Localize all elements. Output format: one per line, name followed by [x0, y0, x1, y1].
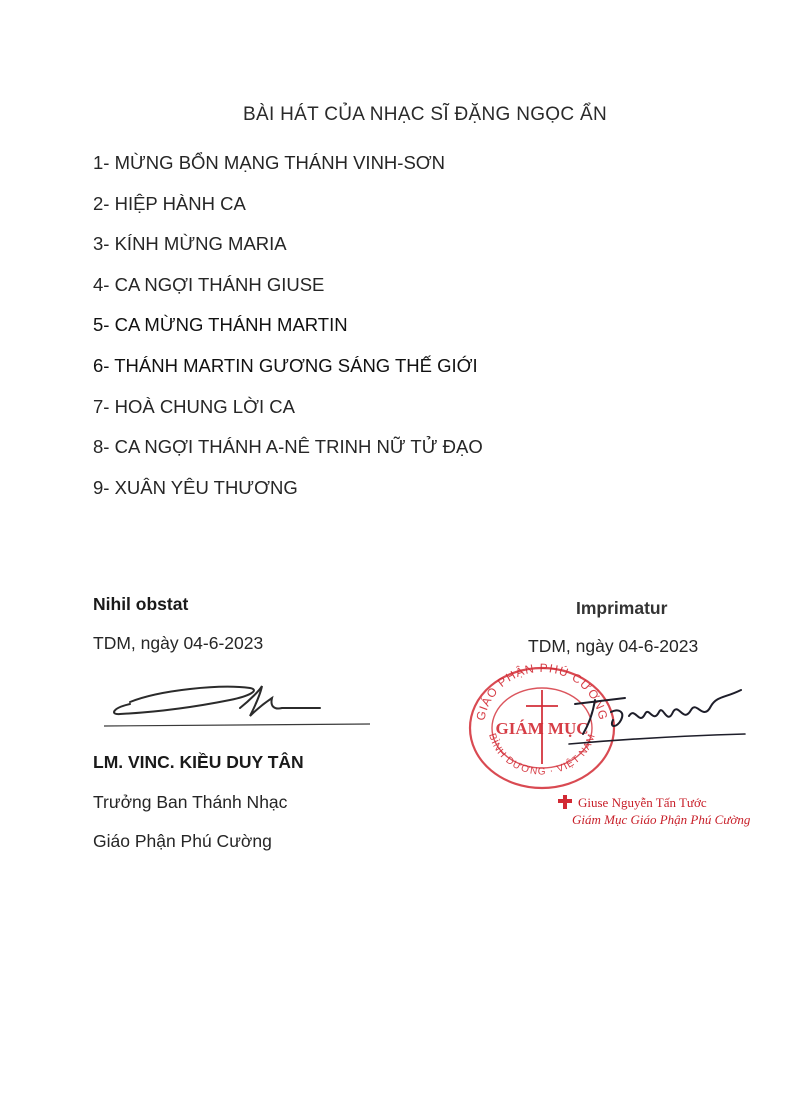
nihil-obstat-heading: Nihil obstat [93, 594, 189, 614]
svg-text:BÌNH DƯƠNG · VIỆT NAM: BÌNH DƯƠNG · VIỆT NAM [486, 732, 598, 778]
handwritten-signature-left [100, 672, 380, 736]
song-item-1: 1- MỪNG BỔN MẠNG THÁNH VINH-SƠN [93, 152, 446, 173]
signer-role: Trưởng Ban Thánh Nhạc [93, 792, 288, 812]
red-cross-icon [557, 794, 573, 810]
song-item-7: 7- HOÀ CHUNG LỜI CA [93, 395, 295, 417]
bishop-title: Giám Mục Giáo Phận Phú Cường [572, 812, 751, 827]
svg-text:GIÁO PHẬN PHÚ CƯỜNG: GIÁO PHẬN PHÚ CƯỜNG [473, 660, 611, 722]
handwritten-signature-right [555, 682, 755, 752]
song-item-3: 3- KÍNH MỪNG MARIA [93, 233, 287, 255]
imprimatur-date: TDM, ngày 04-6-2023 [528, 636, 699, 656]
song-item-5: 5- CA MỪNG THÁNH MARTIN [93, 314, 348, 336]
nihil-obstat-date: TDM, ngày 04-6-2023 [93, 633, 264, 653]
signer-org: Giáo Phận Phú Cường [93, 831, 272, 851]
document-title: BÀI HÁT CỦA NHẠC SĨ ĐẶNG NGỌC ẨN [243, 104, 607, 125]
song-item-9: 9- XUÂN YÊU THƯƠNG [93, 476, 298, 498]
svg-text:GIÁM MỤC: GIÁM MỤC [495, 719, 589, 738]
song-item-2: 2- HIỆP HÀNH CA [93, 192, 246, 214]
bishop-name: Giuse Nguyễn Tấn Tước [578, 795, 707, 810]
signer-name: LM. VINC. KIỀU DUY TÂN [93, 752, 304, 772]
imprimatur-heading: Imprimatur [576, 598, 668, 618]
song-item-8: 8- CA NGỢI THÁNH A-NÊ TRINH NỮ TỬ ĐẠO [93, 436, 483, 458]
song-item-4: 4- CA NGỢI THÁNH GIUSE [93, 273, 325, 295]
song-item-6: 6- THÁNH MARTIN GƯƠNG SÁNG THẾ GIỚI [93, 354, 478, 376]
song-list [93, 150, 483, 515]
